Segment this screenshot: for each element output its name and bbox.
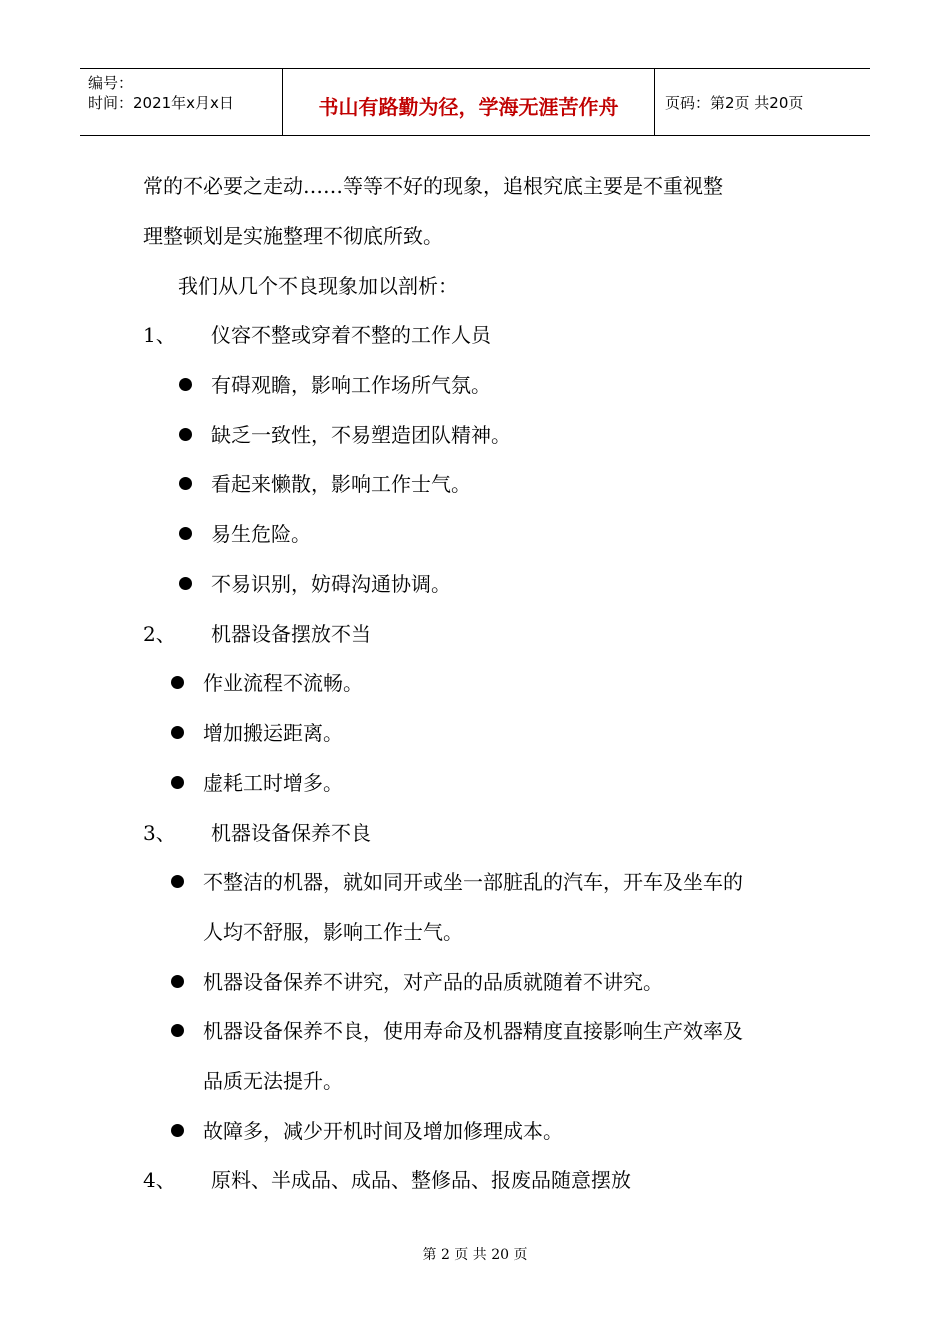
section-4-title: 原料、半成品、成品、整修品、报废品随意摆放 [211, 1168, 631, 1192]
section-4-number: 4、 [143, 1168, 176, 1192]
list-item: 缺乏一致性，不易塑造团队精神。 [211, 423, 511, 447]
list-item: 机器设备保养不讲究，对产品的品质就随着不讲究。 [203, 970, 663, 994]
header-right-cell [655, 69, 870, 135]
page-footer: 第 2 页 共 20 页 [422, 1247, 528, 1263]
section-2-title: 机器设备摆放不当 [211, 622, 371, 646]
bullet-icon [171, 875, 184, 888]
header-left-cell [80, 69, 283, 135]
paragraph-continuation-2: 理整顿划是实施整理不彻底所致。 [143, 224, 443, 248]
list-item: 作业流程不流畅。 [203, 671, 363, 695]
header-page-info: 页码：第2页 共20页 [665, 94, 804, 112]
list-item: 虚耗工时增多。 [203, 771, 343, 795]
bullet-icon [171, 676, 184, 689]
bullet-icon [171, 726, 184, 739]
list-item: 看起来懒散，影响工作士气。 [211, 472, 471, 496]
list-item: 增加搬运距离。 [203, 721, 343, 745]
intro-paragraph: 我们从几个不良现象加以剖析： [178, 274, 458, 298]
section-1-title: 仪容不整或穿着不整的工作人员 [211, 323, 491, 347]
paragraph-continuation-1: 常的不必要之走动……等等不好的现象，追根究底主要是不重视整 [143, 174, 723, 198]
bullet-icon [179, 428, 192, 441]
list-item: 不易识别，妨碍沟通协调。 [211, 572, 451, 596]
section-2-number: 2、 [143, 622, 176, 646]
bullet-icon [171, 776, 184, 789]
list-item-continuation: 人均不舒服，影响工作士气。 [203, 920, 463, 944]
doc-code-label: 编号： [88, 74, 134, 92]
section-1-number: 1、 [143, 323, 176, 347]
list-item: 故障多，减少开机时间及增加修理成本。 [203, 1119, 563, 1143]
bullet-icon [179, 577, 192, 590]
list-item: 机器设备保养不良，使用寿命及机器精度直接影响生产效率及 [203, 1019, 743, 1043]
list-item: 有碍观瞻，影响工作场所气氛。 [211, 373, 491, 397]
list-item: 不整洁的机器，就如同开或坐一部脏乱的汽车，开车及坐车的 [203, 870, 743, 894]
bullet-icon [171, 1024, 184, 1037]
list-item: 易生危险。 [211, 522, 311, 546]
header-mid-cell [283, 69, 655, 135]
bullet-icon [171, 1124, 184, 1137]
bullet-icon [179, 527, 192, 540]
doc-time-label: 时间：2021年x月x日 [88, 94, 234, 112]
list-item-continuation: 品质无法提升。 [203, 1069, 343, 1093]
bullet-icon [179, 477, 192, 490]
page-header [80, 68, 870, 136]
header-motto: 书山有路勤为径，学海无涯苦作舟 [318, 95, 619, 119]
section-3-title: 机器设备保养不良 [211, 821, 371, 845]
bullet-icon [171, 975, 184, 988]
section-3-number: 3、 [143, 821, 176, 845]
bullet-icon [179, 378, 192, 391]
